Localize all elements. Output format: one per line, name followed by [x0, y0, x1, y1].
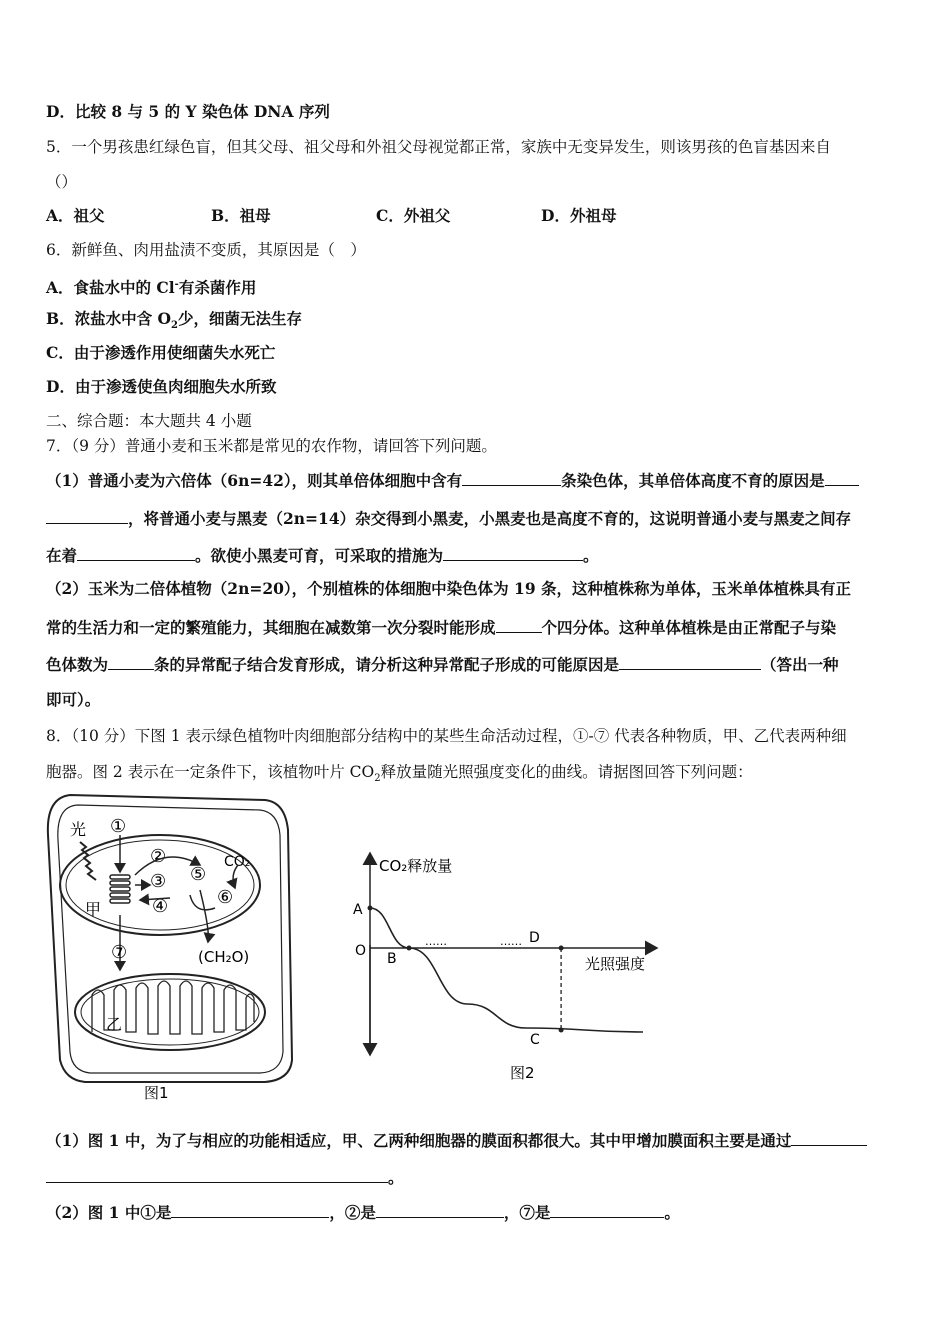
point-b-label: B: [387, 951, 397, 967]
q5-option-d[interactable]: D．外祖母: [541, 206, 617, 225]
q5-option-b[interactable]: B．祖母: [211, 206, 271, 225]
q7-part2-line2: 常的生活力和一定的繁殖能力，其细胞在减数第一次分裂时能形成 个四分体。这种单体植株是由正常配子与染: [46, 618, 837, 637]
q6-stem: 6．新鲜鱼、肉用盐渍不变质，其原因是（ ）: [46, 241, 366, 259]
y-axis-label: CO₂释放量: [379, 857, 453, 875]
num-6: ⑥: [217, 887, 234, 908]
q7-part1-line3: 在着 。欲使小黑麦可育，可采取的措施为 。: [46, 546, 599, 565]
q4-option-d: D．比较 8 与 5 的 Y 染色体 DNA 序列: [46, 102, 330, 121]
point-d-label: D: [529, 930, 540, 946]
x-axis-dots-1: ……: [425, 935, 447, 948]
point-a-label: A: [353, 902, 363, 918]
answer-blank[interactable]: [496, 617, 542, 633]
point-o-label: O: [355, 943, 367, 959]
yi-label: 乙: [106, 1015, 123, 1034]
figure-1-caption: 图1: [144, 1084, 169, 1102]
point-a-dot: [368, 906, 373, 911]
q6-option-d[interactable]: D．由于渗透使鱼肉细胞失水所致: [46, 377, 277, 396]
answer-blank[interactable]: [171, 1202, 329, 1218]
num-5: ⑤: [190, 864, 207, 885]
x-axis-dots-2: ……: [500, 935, 522, 948]
q7-part1-line2: ，将普通小麦与黑麦（2n=14）杂交得到小黑麦，小黑麦也是高度不育的，这说明普通小麦与黑麦之间存: [46, 508, 851, 529]
answer-blank[interactable]: [108, 654, 154, 670]
q6-option-b[interactable]: B．浓盐水中含 $O_2$少，细菌无法生存: [46, 309, 302, 332]
q8-part1-line2: 。: [46, 1167, 404, 1188]
q6-option-c[interactable]: C．由于渗透作用使细菌失水死亡: [46, 343, 276, 362]
answer-blank[interactable]: [46, 1167, 388, 1183]
thylakoid-grana-stack: [110, 875, 130, 903]
answer-blank[interactable]: [46, 508, 128, 524]
answer-blank[interactable]: [77, 545, 195, 561]
answer-blank[interactable]: [791, 1130, 867, 1146]
q7-part2-line1: （2）玉米为二倍体植物（2n=20），个别植株的体细胞中染色体为 19 条，这种植株称为单体，玉米单体植株具有正: [46, 579, 852, 598]
jia-label: 甲: [85, 900, 102, 919]
num-7: ⑦: [111, 942, 128, 963]
section-2-heading: 二、综合题：本大题共 4 小题: [46, 412, 252, 430]
q7-stem: 7．（9 分）普通小麦和玉米都是常见的农作物，请回答下列问题。: [46, 437, 497, 455]
answer-blank[interactable]: [550, 1202, 664, 1218]
light-label: 光: [70, 820, 87, 839]
q5-option-a[interactable]: A．祖父: [46, 206, 105, 225]
answer-blank[interactable]: [462, 470, 561, 486]
num-1: ①: [110, 816, 127, 837]
q5-stem-paren: （）: [46, 173, 78, 191]
figure-2-caption: 图2: [510, 1064, 535, 1082]
figure-1-cell-diagram: [40, 790, 310, 1110]
q8-stem-line1: 8．（10 分）下图 1 表示绿色植物叶肉细胞部分结构中的某些生命活动过程，①-⑦ 代表各种物质，甲、乙代表两种细: [46, 727, 847, 745]
answer-blank[interactable]: [619, 654, 761, 670]
x-axis-label: 光照强度: [585, 955, 646, 973]
point-b-dot: [407, 946, 412, 951]
q5-options: [46, 206, 706, 226]
q5-stem: 5．一个男孩患红绿色盲，但其父母、祖父母和外祖父母视觉都正常，家族中无变异发生，则该男孩的色盲基因来自: [46, 138, 831, 156]
num-3: ③: [150, 871, 167, 892]
figure-2-chart: [345, 845, 675, 1090]
q6-option-a[interactable]: A．食盐水中的 Cl-有杀菌作用: [46, 278, 257, 298]
num-4: ④: [152, 896, 169, 917]
ch2o-label: (CH₂O): [198, 948, 250, 966]
answer-blank[interactable]: [443, 545, 583, 561]
q5-option-c[interactable]: C．外祖父: [376, 206, 451, 225]
q7-part1-line1: （1）普通小麦为六倍体（6n=42），则其单倍体细胞中含有 条染色体，其单倍体高度不育的原因是: [46, 470, 859, 491]
answer-blank[interactable]: [376, 1202, 504, 1218]
q8-part2-line: （2）图 1 中①是 ，②是 ，⑦是 。: [46, 1203, 680, 1222]
num-2: ②: [150, 846, 167, 867]
q8-stem-line2: 胞器。图 2 表示在一定条件下，该植物叶片 $CO_2$释放量随光照强度变化的曲线。请据图回答下列问题：: [46, 763, 753, 785]
q8-part1-line1: （1）图 1 中，为了与相应的功能相适应，甲、乙两种细胞器的膜面积都很大。其中甲增加膜面积主要是通过: [46, 1130, 867, 1151]
co2-label: CO₂: [224, 854, 251, 870]
point-c-label: C: [530, 1032, 540, 1048]
answer-blank[interactable]: [825, 470, 859, 486]
q7-part2-line3: 色体数为 条的异常配子结合发育形成，请分析这种异常配子形成的可能原因是 （答出一种: [46, 655, 839, 674]
q7-part2-line4: 即可）。: [46, 690, 101, 709]
